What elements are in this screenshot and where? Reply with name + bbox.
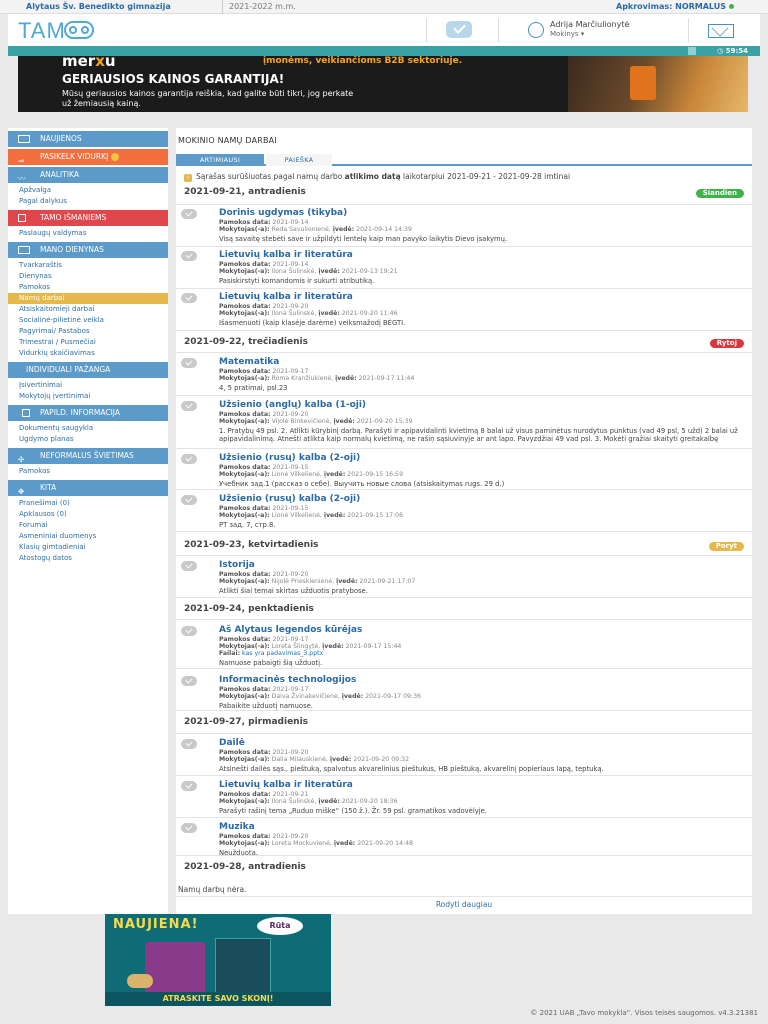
ad-photo: [568, 56, 748, 112]
day-heading: 2021-09-23, ketvirtadienis: [184, 540, 319, 550]
user-name: Adrija Marčiulionytė: [550, 20, 630, 29]
load-status: [616, 0, 734, 14]
bar-mini-icon: [688, 47, 696, 55]
done-check-icon[interactable]: [181, 358, 197, 368]
homework-description: Pabaikite užduotį namuose.: [219, 702, 313, 710]
teacher-line: Mokytojas(-a): Lionė Vilkelienė, įvedė: 2021-09-15 16:59: [219, 471, 404, 478]
info-icon: [22, 409, 30, 417]
teacher-line: Mokytojas(-a): Ilona Šulinskė, įvedė: 2021-09-20 11:46: [219, 310, 398, 317]
ad-strapline: įmonėms, veikiančioms B2B sektoriuje.: [263, 56, 463, 66]
top-bar: [0, 0, 768, 14]
puzzle-icon: ✣: [18, 455, 25, 464]
teacher-line: Mokytojas(-a): Loreta Šlingytė, įvedė: 2021-09-17 15:44: [219, 643, 402, 650]
homework-description: 4, 5 pratimai, psl.23: [219, 384, 288, 392]
tab-recent[interactable]: ARTIMIAUSI: [176, 154, 264, 166]
product-bag-image: [145, 942, 205, 994]
done-check-icon[interactable]: [181, 401, 197, 411]
teacher-line: Mokytojas(-a): Ilona Šulinskė, įvedė: 2021-09-20 18:36: [219, 798, 398, 805]
homework-description: Atsinešti dailės sąs., pieštuką, spalvotus akvarelinius pieštukus, HB pieštuką, akvarelinį popieriaus lapą, teptuką.: [219, 765, 604, 773]
lesson-date: Pamokos data: 2021-09-20: [219, 749, 309, 756]
user-avatar-icon: [528, 22, 544, 38]
homework-description: Namuose pabaigti šią užduotį.: [219, 659, 323, 667]
sidebar-item-remarks[interactable]: Pagyrimai/ Pastabos: [19, 327, 90, 335]
smile-icon: [111, 153, 119, 161]
done-check-icon[interactable]: [181, 209, 197, 219]
day-heading: 2021-09-22, trečiadienis: [184, 337, 308, 347]
ad-bottom-slogan: ATRASKITE SAVO SKONĮ!: [105, 992, 331, 1006]
teacher-line: Mokytojas(-a): Vijolė Binkevičienė, įvedė: 2021-09-20 15:39: [219, 418, 413, 425]
nav-other[interactable]: ✥ KITA: [8, 480, 168, 496]
day-heading: 2021-09-21, antradienis: [184, 187, 306, 197]
day-badge: Šiandien: [696, 189, 744, 198]
sidebar-item-documents[interactable]: Dokumentų saugykla: [19, 424, 94, 432]
news-icon: [18, 135, 30, 143]
diary-icon: [18, 246, 30, 254]
sidebar-item-nonformal-lessons[interactable]: Pamokos: [19, 467, 51, 475]
footer: © 2021 UAB „Tavo mokykla“. Visos teisės saugomos. v4.3.21381: [530, 1009, 758, 1017]
ad-headline: GERIAUSIOS KAINOS GARANTIJA!: [62, 72, 285, 86]
header: [8, 14, 760, 46]
ad-brand: merxu: [62, 56, 116, 70]
nuts-image: [127, 974, 153, 988]
done-check-icon[interactable]: [181, 454, 197, 464]
tab-bar: [176, 154, 752, 166]
page-title: MOKINIO NAMŲ DARBAI: [178, 136, 277, 145]
lesson-date: Pamokos data: 2021-09-14: [219, 261, 309, 268]
teacher-line: Mokytojas(-a): Nijolė Prieskienienė, įvedė: 2021-09-21 17:07: [219, 578, 416, 585]
teacher-line: Mokytojas(-a): Roma Kranžiukienė, įvedė: 2021-09-17 11:44: [219, 375, 415, 382]
ad-body: Mūsų geriausios kainos garantija reiškia, kad galite būti tikri, jog perkate už žemiausią kainą.: [62, 89, 354, 108]
homework-subject[interactable]: Lietuvių kalba ir literatūra: [219, 780, 353, 790]
homework-subject[interactable]: Dorinis ugdymas (tikyba): [219, 208, 348, 218]
lesson-date: Pamokos data: 2021-09-20: [219, 833, 309, 840]
tab-search[interactable]: PAIEŠKA: [266, 154, 332, 166]
attachment-link[interactable]: kas yra padavimas_3.pptx: [242, 650, 324, 657]
homework-description: Išasmenuoti (kaip klasėje darėme) veiksmažodį BĖGTI.: [219, 319, 406, 327]
product-box-image: [215, 938, 271, 996]
done-check-icon[interactable]: [181, 739, 197, 749]
session-timer: ◷ 59:54: [717, 47, 748, 55]
nav-news[interactable]: NAUJIENOS: [8, 131, 168, 147]
lesson-date: Pamokos data: 2021-09-14: [219, 219, 309, 226]
sidebar-item-diary[interactable]: Dienynas: [19, 272, 52, 280]
sidebar-item-holidays[interactable]: Atostogų datos: [19, 554, 72, 562]
user-role: Mokinys ▾: [550, 30, 585, 38]
teacher-line: Mokytojas(-a): Daiva Žvinakevičienė, įvedė: 2021-09-17 09:36: [219, 693, 421, 700]
nav-extra-info[interactable]: PAPILD. INFORMACIJA: [8, 405, 168, 421]
sidebar-item-birthdays[interactable]: Klasių gimtadieniai: [19, 543, 86, 551]
ad-banner[interactable]: [18, 56, 748, 112]
sidebar-item-averages[interactable]: Vidurkių skaičiavimas: [19, 349, 95, 357]
teacher-line: Mokytojas(-a): Ilona Šulinskė, įvedė: 2021-09-13 19:21: [219, 268, 398, 275]
done-check-icon[interactable]: [181, 293, 197, 303]
school-name[interactable]: Alytaus Šv. Benedikto gimnazija: [26, 2, 171, 11]
teacher-line: Mokytojas(-a): Loreta Mockuvienė, įvedė: 2021-09-20 14:48: [219, 840, 413, 847]
lesson-date: Pamokos data: 2021-09-15: [219, 505, 309, 512]
status-dot-icon: [729, 4, 734, 9]
sidebar-item-curriculum[interactable]: Ugdymo planas: [19, 435, 74, 443]
sidebar-item-overview[interactable]: Apžvalga: [19, 186, 52, 194]
lesson-date: Pamokos data: 2021-09-17: [219, 368, 309, 375]
sidebar-item-by-subject[interactable]: Pagal dalykus: [19, 197, 67, 205]
session-bar: [8, 46, 760, 56]
homework-description: Учебник зад.1 (рассказ о себе). Выучить новые слова (atsiskaitymas rugs. 29 d.): [219, 480, 505, 488]
homework-subject[interactable]: Istorija: [219, 560, 255, 570]
show-more-link[interactable]: Rodyti daugiau: [435, 900, 493, 909]
done-check-icon[interactable]: [181, 823, 197, 833]
done-check-icon[interactable]: [181, 561, 197, 571]
sidebar-item-services[interactable]: Paslaugų valdymas: [19, 229, 87, 237]
other-icon: ✥: [18, 487, 25, 496]
school-year: 2021-2022 m.m.: [222, 0, 296, 14]
lesson-date: Pamokos data: 2021-09-20: [219, 303, 309, 310]
sidebar-item-assessments[interactable]: Atsiskaitomieji darbai: [19, 305, 95, 313]
homework-description: Parašyti rašinį tema „Ruduo miške“ (150 ž.). Žr. 59 psl. gramatikos vadovėlyje.: [219, 807, 487, 815]
sidebar-item-homework[interactable]: Namų darbai: [8, 293, 168, 304]
no-homework-text: Namų darbų nėra.: [178, 885, 247, 894]
homework-subject[interactable]: Dailė: [219, 738, 245, 748]
analytics-icon: 〰: [18, 174, 26, 183]
main-content: [176, 128, 752, 914]
done-check-icon[interactable]: [181, 495, 197, 505]
sidebar-item-personal-data[interactable]: Asmeniniai duomenys: [19, 532, 97, 540]
done-check-icon[interactable]: [181, 626, 197, 636]
homework-subject[interactable]: Užsienio (rusų) kalba (2-oji): [219, 453, 361, 463]
checkmark-icon[interactable]: [446, 21, 472, 38]
load-status-text: Apkrovimas: NORMALUS: [616, 2, 726, 11]
nav-my-diary[interactable]: MANO DIENYNAS: [8, 242, 168, 258]
ad-bottom-title: NAUJIENA!: [113, 917, 199, 932]
homework-description: Atlikti šiai temai skirtas užduotis pratybose.: [219, 587, 368, 595]
homework-subject[interactable]: Lietuvių kalba ir literatūra: [219, 250, 353, 260]
info-badge-icon: i: [184, 174, 192, 182]
drill-image: [630, 66, 656, 100]
homework-subject[interactable]: Matematika: [219, 357, 280, 367]
homework-description: 1. Pratybų 49 psl. 2. Atlikti kūrybinį darbą. Parašyti ir apipavidalinti kvietimą 8 balai už visus paminėtus nurodytus punktus (vad 49 psl, 5 užd) 2 balai už apipavidalinimą. Atnešti atlikta kaip normalų kvietimą, ne rašiņ sąsiuvinyje ar ant lapo. Pavyzdžiai 49 vad psl. 3. Mokėti gražiai skaityti greitakalbę: [219, 427, 738, 443]
homework-description: Pasiskirstyti komandomis ir sukurti atributiką.: [219, 277, 375, 285]
arrow-icon: ⇒: [18, 156, 25, 165]
mail-icon[interactable]: [708, 24, 734, 38]
sidebar-item-surveys[interactable]: Apklausos (0): [19, 510, 67, 518]
sidebar-item-self-assessment[interactable]: Įsivertinimai: [19, 381, 63, 389]
nav-raise-average[interactable]: ⇒ PASIKELK VIDURKĮ: [8, 149, 168, 165]
homework-description: Neužduota.: [219, 849, 258, 857]
day-badge: Rytoj: [710, 339, 744, 348]
sidebar-item-civic[interactable]: Socialinė-pilietinė veikla: [19, 316, 104, 324]
homework-subject[interactable]: Užsienio (rusų) kalba (2-oji): [219, 494, 361, 504]
homework-subject[interactable]: Lietuvių kalba ir literatūra: [219, 292, 353, 302]
lesson-date: Pamokos data: 2021-09-15: [219, 464, 309, 471]
lesson-date: Pamokos data: 2021-09-20: [219, 411, 309, 418]
done-check-icon[interactable]: [181, 781, 197, 791]
lesson-date: Pamokos data: 2021-09-21: [219, 791, 309, 798]
lesson-date: Pamokos data: 2021-09-17: [219, 686, 309, 693]
teacher-line: Mokytojas(-a): Dalia Milauskienė, įvedė: 2021-09-20 09:32: [219, 756, 410, 763]
nav-tamo-smart[interactable]: TAMO IŠMANIEMS: [8, 210, 168, 226]
done-check-icon[interactable]: [181, 676, 197, 686]
homework-subject[interactable]: Aš Alytaus legendos kūrėjas: [219, 625, 363, 635]
files-line: Failai: kas yra padavimas_3.pptx: [219, 650, 324, 657]
day-badge: Poryt: [709, 542, 744, 551]
day-heading: 2021-09-27, pirmadienis: [184, 717, 309, 727]
lesson-date: Pamokos data: 2021-09-17: [219, 636, 309, 643]
sidebar-item-teacher-assessment[interactable]: Mokytojų įvertinimai: [19, 392, 91, 400]
nav-individual-progress[interactable]: INDIVIDUALI PAŽANGA: [8, 362, 168, 378]
sidebar-item-forums[interactable]: Forumai: [19, 521, 48, 529]
done-check-icon[interactable]: [181, 251, 197, 261]
homework-subject[interactable]: Informacinės technologijos: [219, 675, 357, 685]
sidebar: [8, 128, 168, 914]
lesson-date: Pamokos data: 2021-09-20: [219, 571, 309, 578]
teacher-line: Mokytojas(-a): Lionė Vilkelienė, įvedė: 2021-09-15 17:06: [219, 512, 404, 519]
homework-subject[interactable]: Užsienio (anglų) kalba (1-oji): [219, 400, 367, 410]
day-heading: 2021-09-28, antradienis: [184, 862, 306, 872]
ad-bottom[interactable]: [105, 914, 331, 1006]
homework-description: РТ зад. 7, стр.8.: [219, 521, 276, 529]
nav-nonformal[interactable]: ✣ NEFORMALUS ŠVIETIMAS: [8, 448, 168, 464]
sidebar-item-lessons[interactable]: Pamokos: [19, 283, 51, 291]
sidebar-item-messages[interactable]: Pranešimai (0): [19, 499, 70, 507]
homework-subject[interactable]: Muzika: [219, 822, 255, 832]
sidebar-item-terms[interactable]: Trimestrai / Pusmečiai: [19, 338, 96, 346]
sidebar-item-timetable[interactable]: Tvarkaraštis: [19, 261, 62, 269]
teacher-line: Mokytojas(-a): Reda Savulionienė, įvedė: 2021-09-14 14:39: [219, 226, 412, 233]
day-heading: 2021-09-24, penktadienis: [184, 604, 314, 614]
nav-analytics[interactable]: 〰 ANALITIKA: [8, 167, 168, 183]
homework-description: Visą savaitę stebėti save ir užpildyti lentelę kaip man pavyko laikytis Dievo įsakymų.: [219, 235, 508, 243]
phone-icon: [18, 214, 26, 222]
logo-text: TAM: [18, 18, 66, 43]
owl-logo-icon: [64, 21, 94, 39]
tamo-logo[interactable]: [18, 18, 94, 44]
ad-bottom-logo: Rūta: [257, 917, 303, 935]
sort-notice: i Sąrašas surūšiuotas pagal namų darbo atlikimo datą laikotarpiui 2021-09-21 - 2021-09-28 imtinai: [184, 172, 570, 182]
